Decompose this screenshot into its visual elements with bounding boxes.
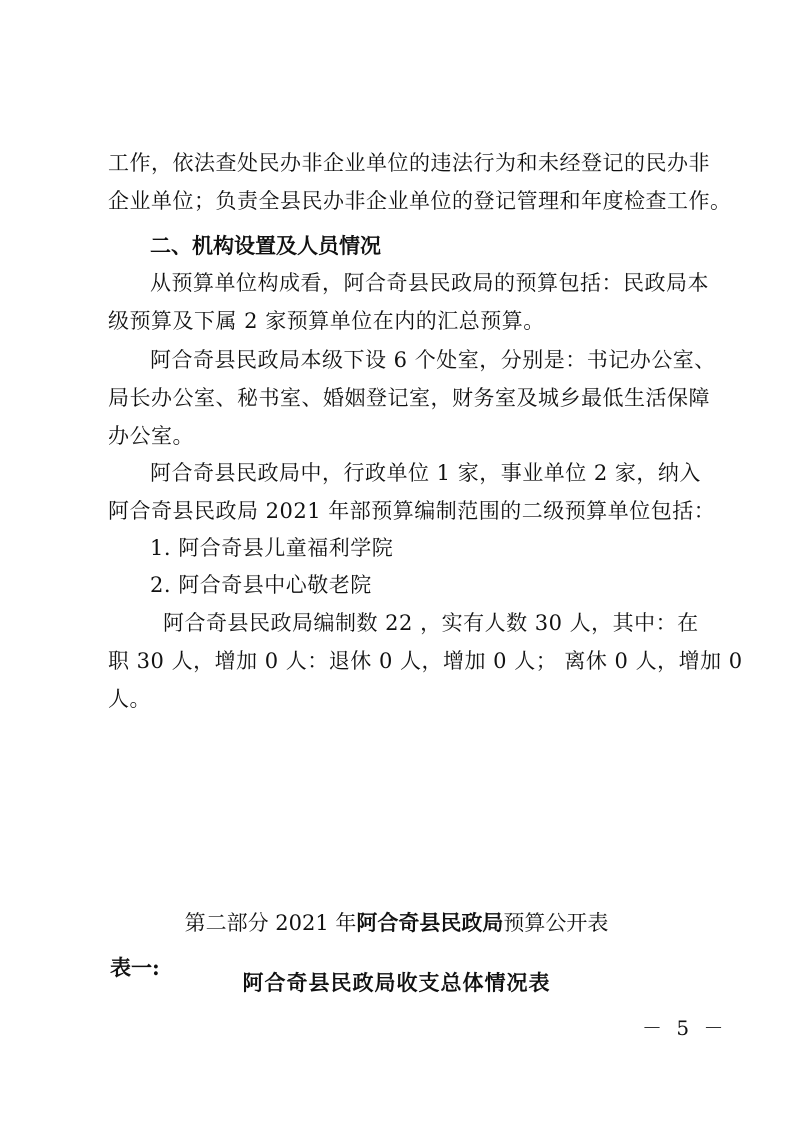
part-title-suffix: 预算公开表 [503, 911, 609, 935]
part-title [0, 908, 793, 938]
paragraph-line: 级预算及下属 2 家预算单位在内的汇总预算。 [108, 309, 545, 333]
paragraph-line: 从预算单位构成看，阿合奇县民政局的预算包括：民政局本 [150, 271, 709, 295]
paragraph-line: 阿合奇县民政局 2021 年部预算编制范围的二级预算单位包括： [108, 499, 716, 523]
paragraph-line: 工作，依法查处民办非企业单位的违法行为和未经登记的民办非 [108, 151, 710, 175]
paragraph-line: 办公室。 [108, 424, 194, 448]
table-label: 表一: [110, 955, 160, 980]
part-title-org: 阿合奇县民政局 [356, 910, 504, 935]
table-title: 阿合奇县民政局收支总体情况表 [242, 970, 551, 995]
paragraph-line: 企业单位；负责全县民办非企业单位的登记管理和年度检查工作。 [108, 189, 732, 213]
paragraph-line: 阿合奇县民政局本级下设 6 个处室，分别是：书记办公室、 [150, 348, 716, 372]
paragraph-line: 人。 [108, 687, 151, 711]
list-item: 1. 阿合奇县儿童福利学院 [150, 536, 394, 560]
part-title-prefix: 第二部分 2021 年 [184, 911, 357, 935]
paragraph-line: 阿合奇县民政局中，行政单位 1 家，事业单位 2 家，纳入 [150, 461, 701, 485]
paragraph-line: 局长办公室、秘书室、婚姻登记室，财务室及城乡最低生活保障 [108, 386, 710, 410]
page-number: － 5 － [642, 1016, 728, 1040]
paragraph-line: 阿合奇县民政局编制数 22 ，实有人数 30 人，其中：在 [163, 611, 699, 635]
paragraph-line: 职 30 人，增加 0 人：退休 0 人，增加 0 人； 离休 0 人，增加 0 [108, 649, 743, 673]
list-item: 2. 阿合奇县中心敬老院 [150, 573, 372, 597]
section-heading: 二、机构设置及人员情况 [150, 234, 381, 258]
